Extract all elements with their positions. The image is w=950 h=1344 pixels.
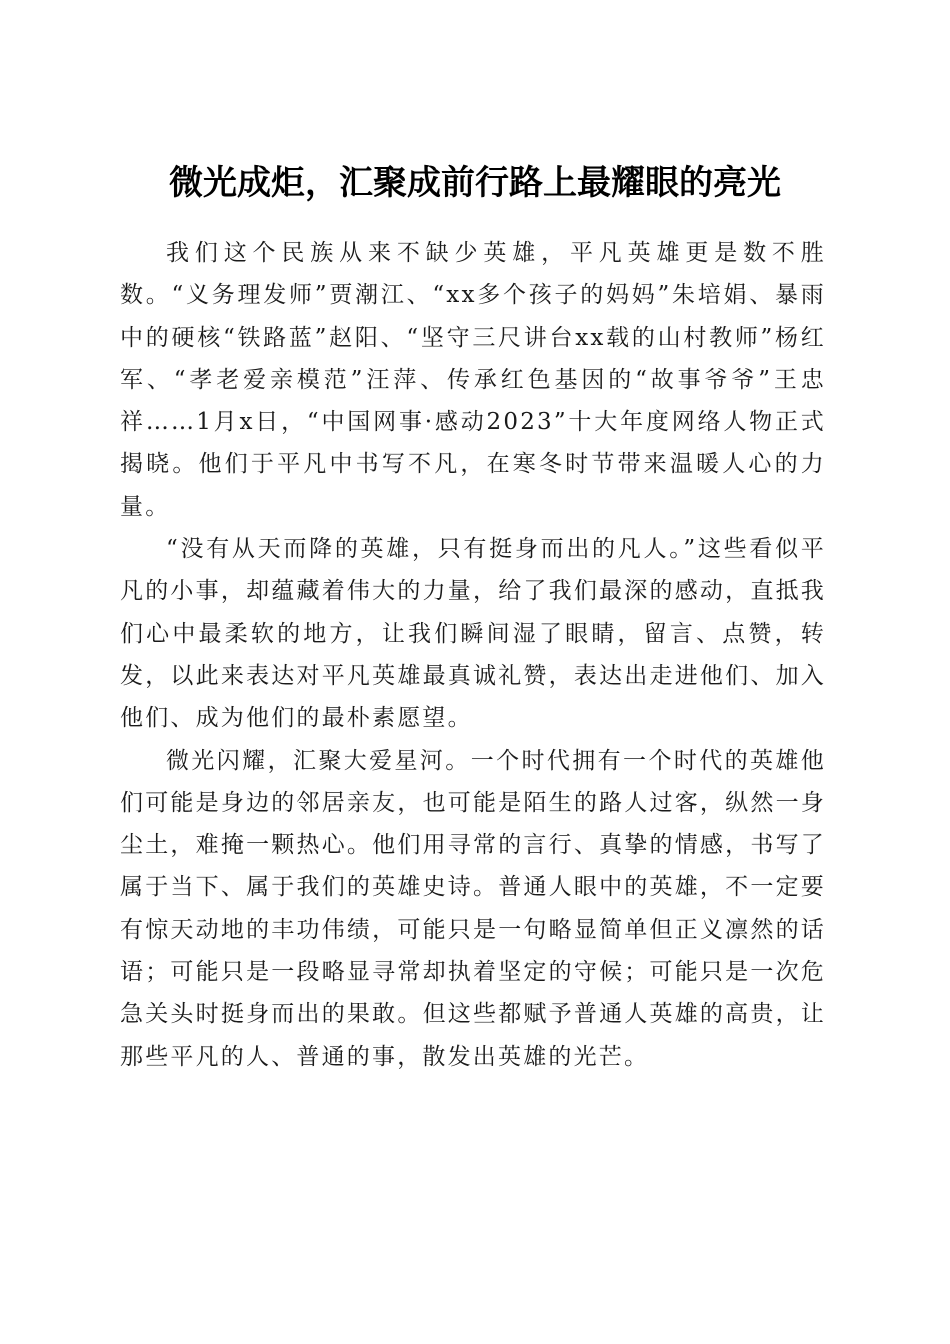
paragraph-1: 我们这个民族从来不缺少英雄，平凡英雄更是数不胜数。“义务理发师”贾潮江、“xx多个孩子的妈妈”朱培娟、暴雨中的硬核“铁路蓝”赵阳、“坚守三尺讲台xx载的山村教师”杨红军、“孝老爱亲模范”汪萍、传承红色基因的“故事爷爷”王忠祥……1月x日，“中国网事·感动2023”十大年度网络人物正式揭晓。他们于平凡中书写不凡，在寒冬时节带来温暖人心的力量。 <box>120 240 826 520</box>
paragraph-3: 微光闪耀，汇聚大爱星河。一个时代拥有一个时代的英雄他们可能是身边的邻居亲友，也可能是陌生的路人过客，纵然一身尘土，难掩一颗热心。他们用寻常的言行、真挚的情感，书写了属于当下、属于我们的英雄史诗。普通人眼中的英雄，不一定要有惊天动地的丰功伟绩，可能只是一句略显简单但正义凛然的话语；可能只是一段略显寻常却执着坚定的守候；可能只是一次危急关头时挺身而出的果敢。但这些都赋予普通人英雄的高贵，让那些平凡的人、普通的事，散发出英雄的光芒。 <box>120 747 826 1070</box>
paragraph-2: “没有从天而降的英雄，只有挺身而出的凡人。”这些看似平凡的小事，却蕴藏着伟大的力量，给了我们最深的感动，直抵我们心中最柔软的地方，让我们瞬间湿了眼睛，留言、点赞，转发，以此来表达对平凡英雄最真诚礼赞，表达出走进他们、加入他们、成为他们的最朴素愿望。 <box>120 536 826 732</box>
document-title: 微光成炬，汇聚成前行路上最耀眼的亮光 <box>169 162 781 203</box>
document-body <box>120 232 826 1078</box>
